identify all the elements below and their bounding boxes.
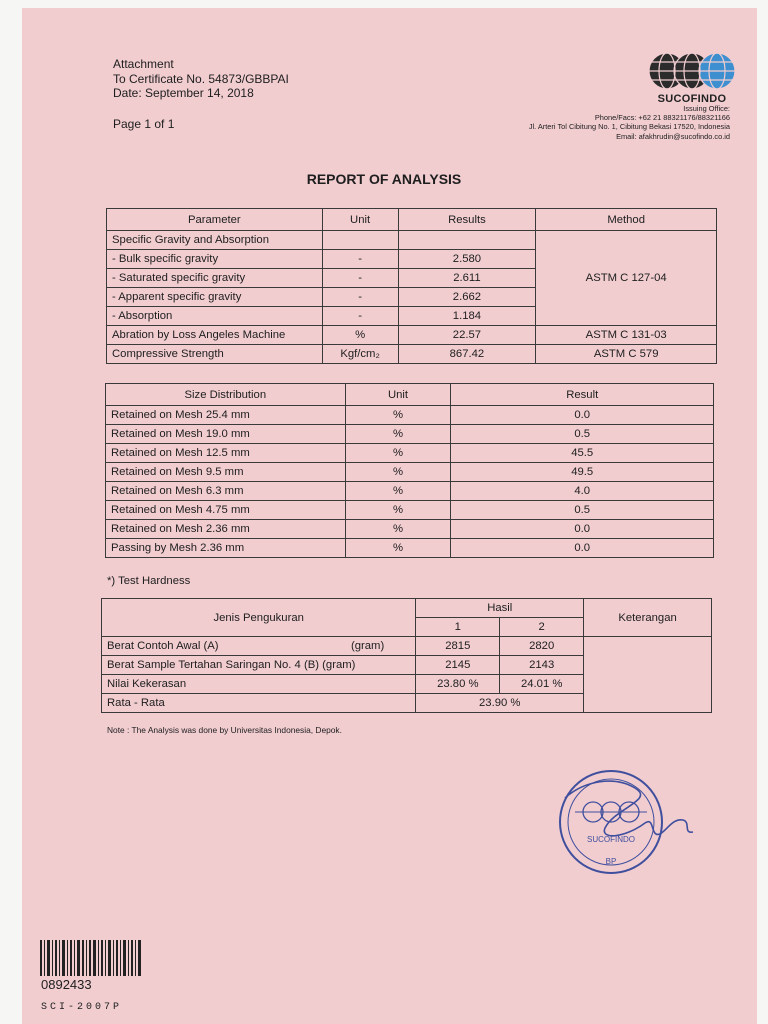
sucofindo-globe-logo	[647, 50, 737, 92]
header-jenis-pengukuran: Jenis Pengukuran	[102, 599, 416, 637]
size-label: Retained on Mesh 12.5 mm	[106, 444, 346, 463]
header-size-distribution: Size Distribution	[106, 384, 346, 406]
unit-cell: %	[322, 326, 398, 345]
company-name: SUCOFINDO	[657, 93, 727, 105]
result-cell: 1.184	[398, 307, 536, 326]
result-cell: 0.5	[451, 501, 714, 520]
table-row	[106, 482, 714, 501]
hasil-1-cell: 2145	[416, 656, 500, 675]
table-row	[107, 326, 717, 345]
hasil-1-cell: 2815	[416, 637, 500, 656]
parameter-cell: - Bulk specific gravity	[107, 250, 323, 269]
page-number: Page 1 of 1	[113, 117, 175, 131]
unit-cell: -	[322, 269, 398, 288]
size-label: Retained on Mesh 2.36 mm	[106, 520, 346, 539]
stamp-name: SUCOFINDO	[587, 835, 635, 844]
unit-cell: %	[345, 501, 451, 520]
size-label: Passing by Mesh 2.36 mm	[106, 539, 346, 558]
result-cell: 45.5	[451, 444, 714, 463]
table-row	[106, 463, 714, 482]
office-line: Phone/Facs: +62 21 88321176/88321166	[594, 113, 730, 123]
size-label: Retained on Mesh 9.5 mm	[106, 463, 346, 482]
table-header-row	[102, 599, 712, 618]
result-cell: 4.0	[451, 482, 714, 501]
result-cell: 22.57	[398, 326, 536, 345]
unit-cell: -	[322, 250, 398, 269]
parameter-cell: - Saturated specific gravity	[107, 269, 323, 288]
result-cell: 0.0	[451, 406, 714, 425]
parameter-cell: Abration by Loss Angeles Machine	[107, 326, 323, 345]
average-label: Rata - Rata	[102, 694, 416, 713]
sucofindo-stamp	[555, 768, 705, 878]
analysis-note: Note : The Analysis was done by Universitas Indonesia, Depok.	[107, 725, 342, 735]
analysis-results-table	[106, 208, 717, 364]
size-label: Retained on Mesh 4.75 mm	[106, 501, 346, 520]
office-line: Issuing Office:	[683, 104, 730, 113]
result-cell: 0.0	[451, 520, 714, 539]
unit-cell: %	[345, 482, 451, 501]
size-label: Retained on Mesh 19.0 mm	[106, 425, 346, 444]
group-label: Specific Gravity and Absorption	[107, 231, 323, 250]
header-hasil-2: 2	[500, 618, 584, 637]
test-hardness-title: *) Test Hardness	[107, 575, 191, 587]
stamp-code: BP	[605, 857, 617, 866]
unit-cell: %	[345, 539, 451, 558]
method-cell: ASTM C 131-03	[536, 326, 717, 345]
header-hasil-1: 1	[416, 618, 500, 637]
unit-cell: %	[345, 425, 451, 444]
certificate-header	[113, 57, 289, 101]
hasil-2-cell: 2820	[500, 637, 584, 656]
unit-cell: Kgf/cm₂	[322, 345, 398, 364]
header-parameter: Parameter	[107, 209, 323, 231]
measurement-label: Berat Contoh Awal (A)	[102, 637, 346, 656]
unit-cell: -	[322, 307, 398, 326]
header-results: Results	[398, 209, 536, 231]
header-method: Method	[536, 209, 717, 231]
report-title: REPORT OF ANALYSIS	[306, 171, 462, 187]
table-row	[106, 444, 714, 463]
hasil-2-cell: 24.01 %	[500, 675, 584, 694]
office-line: Email: afakhrudin@sucofindo.co.id	[616, 131, 730, 141]
header-result: Result	[451, 384, 714, 406]
table-row	[106, 406, 714, 425]
result-cell: 0.0	[451, 539, 714, 558]
table-row	[106, 501, 714, 520]
parameter-cell: - Absorption	[107, 307, 323, 326]
table-header-row	[107, 209, 717, 231]
table-row	[106, 425, 714, 444]
unit-cell: -	[322, 288, 398, 307]
unit-cell: %	[345, 406, 451, 425]
result-cell: 0.5	[451, 425, 714, 444]
result-cell: 867.42	[398, 345, 536, 364]
method-cell: ASTM C 579	[536, 345, 717, 364]
measurement-label: Berat Sample Tertahan Saringan No. 4 (B) (gram)	[102, 656, 416, 675]
table-row	[106, 520, 714, 539]
parameter-cell: Compressive Strength	[107, 345, 323, 364]
table-row	[107, 345, 717, 364]
barcode	[40, 940, 144, 976]
parameter-cell: - Apparent specific gravity	[107, 288, 323, 307]
measurement-label: Nilai Kekerasan	[102, 675, 416, 694]
issuing-office-block	[440, 104, 730, 141]
hasil-1-cell: 23.80 %	[416, 675, 500, 694]
attachment-label: Attachment	[113, 57, 174, 71]
group-method: ASTM C 127-04	[536, 231, 717, 326]
measurement-unit: (gram)	[346, 637, 416, 656]
table-row	[102, 637, 712, 656]
result-cell: 2.580	[398, 250, 536, 269]
result-cell: 49.5	[451, 463, 714, 482]
average-value: 23.90 %	[416, 694, 584, 713]
table-row	[106, 539, 714, 558]
size-label: Retained on Mesh 6.3 mm	[106, 482, 346, 501]
hasil-2-cell: 2143	[500, 656, 584, 675]
table-header-row	[106, 384, 714, 406]
keterangan-cell	[584, 637, 712, 713]
barcode-number: 0892433	[41, 977, 92, 992]
form-code: SCI-2007P	[41, 1002, 123, 1013]
size-label: Retained on Mesh 25.4 mm	[106, 406, 346, 425]
header-keterangan: Keterangan	[584, 599, 712, 637]
unit-cell: %	[345, 520, 451, 539]
result-cell: 2.662	[398, 288, 536, 307]
result-cell: 2.611	[398, 269, 536, 288]
header-hasil: Hasil	[416, 599, 584, 618]
table-row	[107, 231, 717, 250]
header-unit: Unit	[345, 384, 451, 406]
unit-cell: %	[345, 444, 451, 463]
report-date: Date: September 14, 2018	[113, 86, 254, 100]
test-hardness-table	[101, 598, 712, 713]
header-unit: Unit	[322, 209, 398, 231]
unit-cell: %	[345, 463, 451, 482]
office-line: Jl. Arteri Tol Cibitung No. 1, Cibitung Bekasi 17520, Indonesia	[528, 122, 730, 132]
certificate-number: To Certificate No. 54873/GBBPAI	[113, 71, 289, 86]
size-distribution-table	[105, 383, 714, 558]
